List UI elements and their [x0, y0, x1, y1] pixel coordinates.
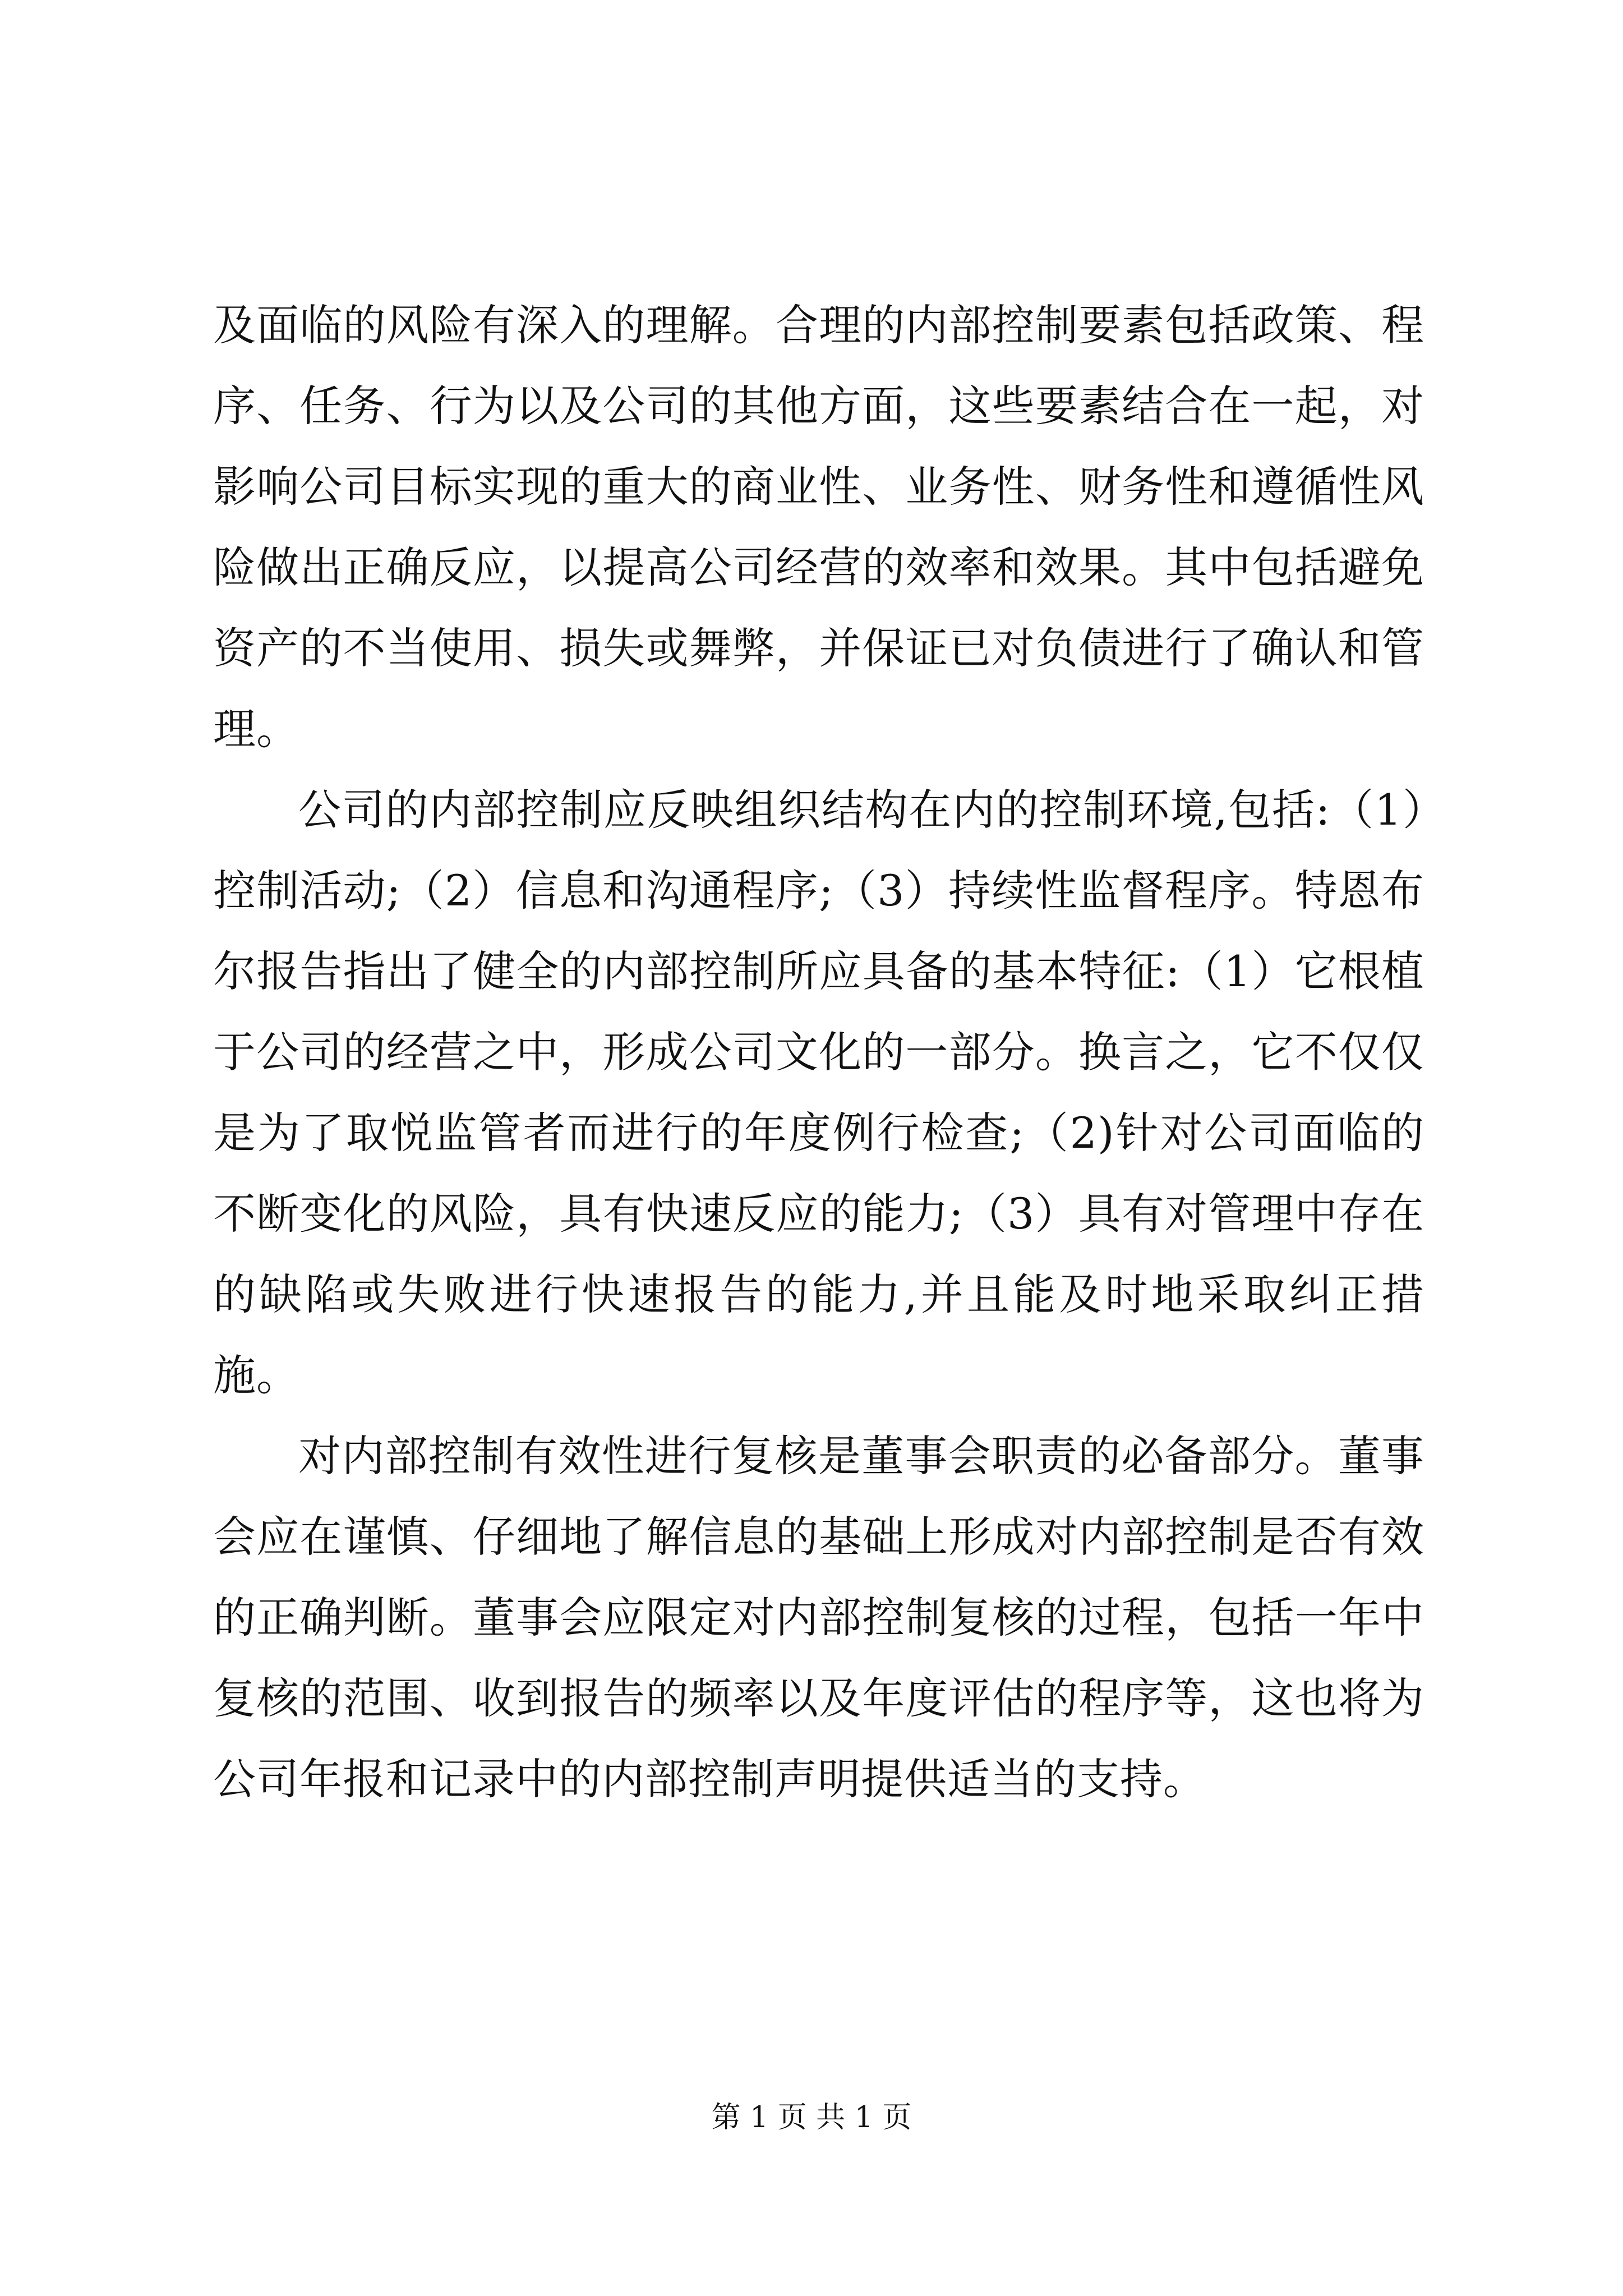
paragraph-1: 及面临的风险有深入的理解。合理的内部控制要素包括政策、程序、任务、行为以及公司的其他方面，这些要素结合在一起，对影响公司目标实现的重大的商业性、业务性、财务性和遵循性风险做出正确反应，以提高公司经营的效率和效果。其中包括避免资产的不当使用、损失或舞弊，并保证已对负债进行了确认和管理。 [213, 300, 1424, 754]
document-body [213, 285, 1424, 1820]
page-footer: 第 1 页 共 1 页 [711, 2101, 912, 2134]
paragraph-3: 对内部控制有效性进行复核是董事会职责的必备部分。董事会应在谨慎、仔细地了解信息的基础上形成对内部控制是否有效的正确判断。董事会应限定对内部控制复核的过程，包括一年中复核的范围、收到报告的频率以及年度评估的程序等，这也将为公司年报和记录中的内部控制声明提供适当的支持。 [213, 1431, 1424, 1804]
paragraph-2: 公司的内部控制应反映组织结构在内的控制环境,包括:（1）控制活动;（2）信息和沟通程序;（3）持续性监督程序。特恩布尔报告指出了健全的内部控制所应具备的基本特征:（1）它根植于公司的经营之中，形成公司文化的一部分。换言之，它不仅仅是为了取悦监管者而进行的年度例行检查;（2)针对公司面临的不断变化的风险，具有快速反应的能力;（3）具有对管理中存在的缺陷或失败进行快速报告的能力,并且能及时地采取纠正措施。 [213, 785, 1424, 1400]
